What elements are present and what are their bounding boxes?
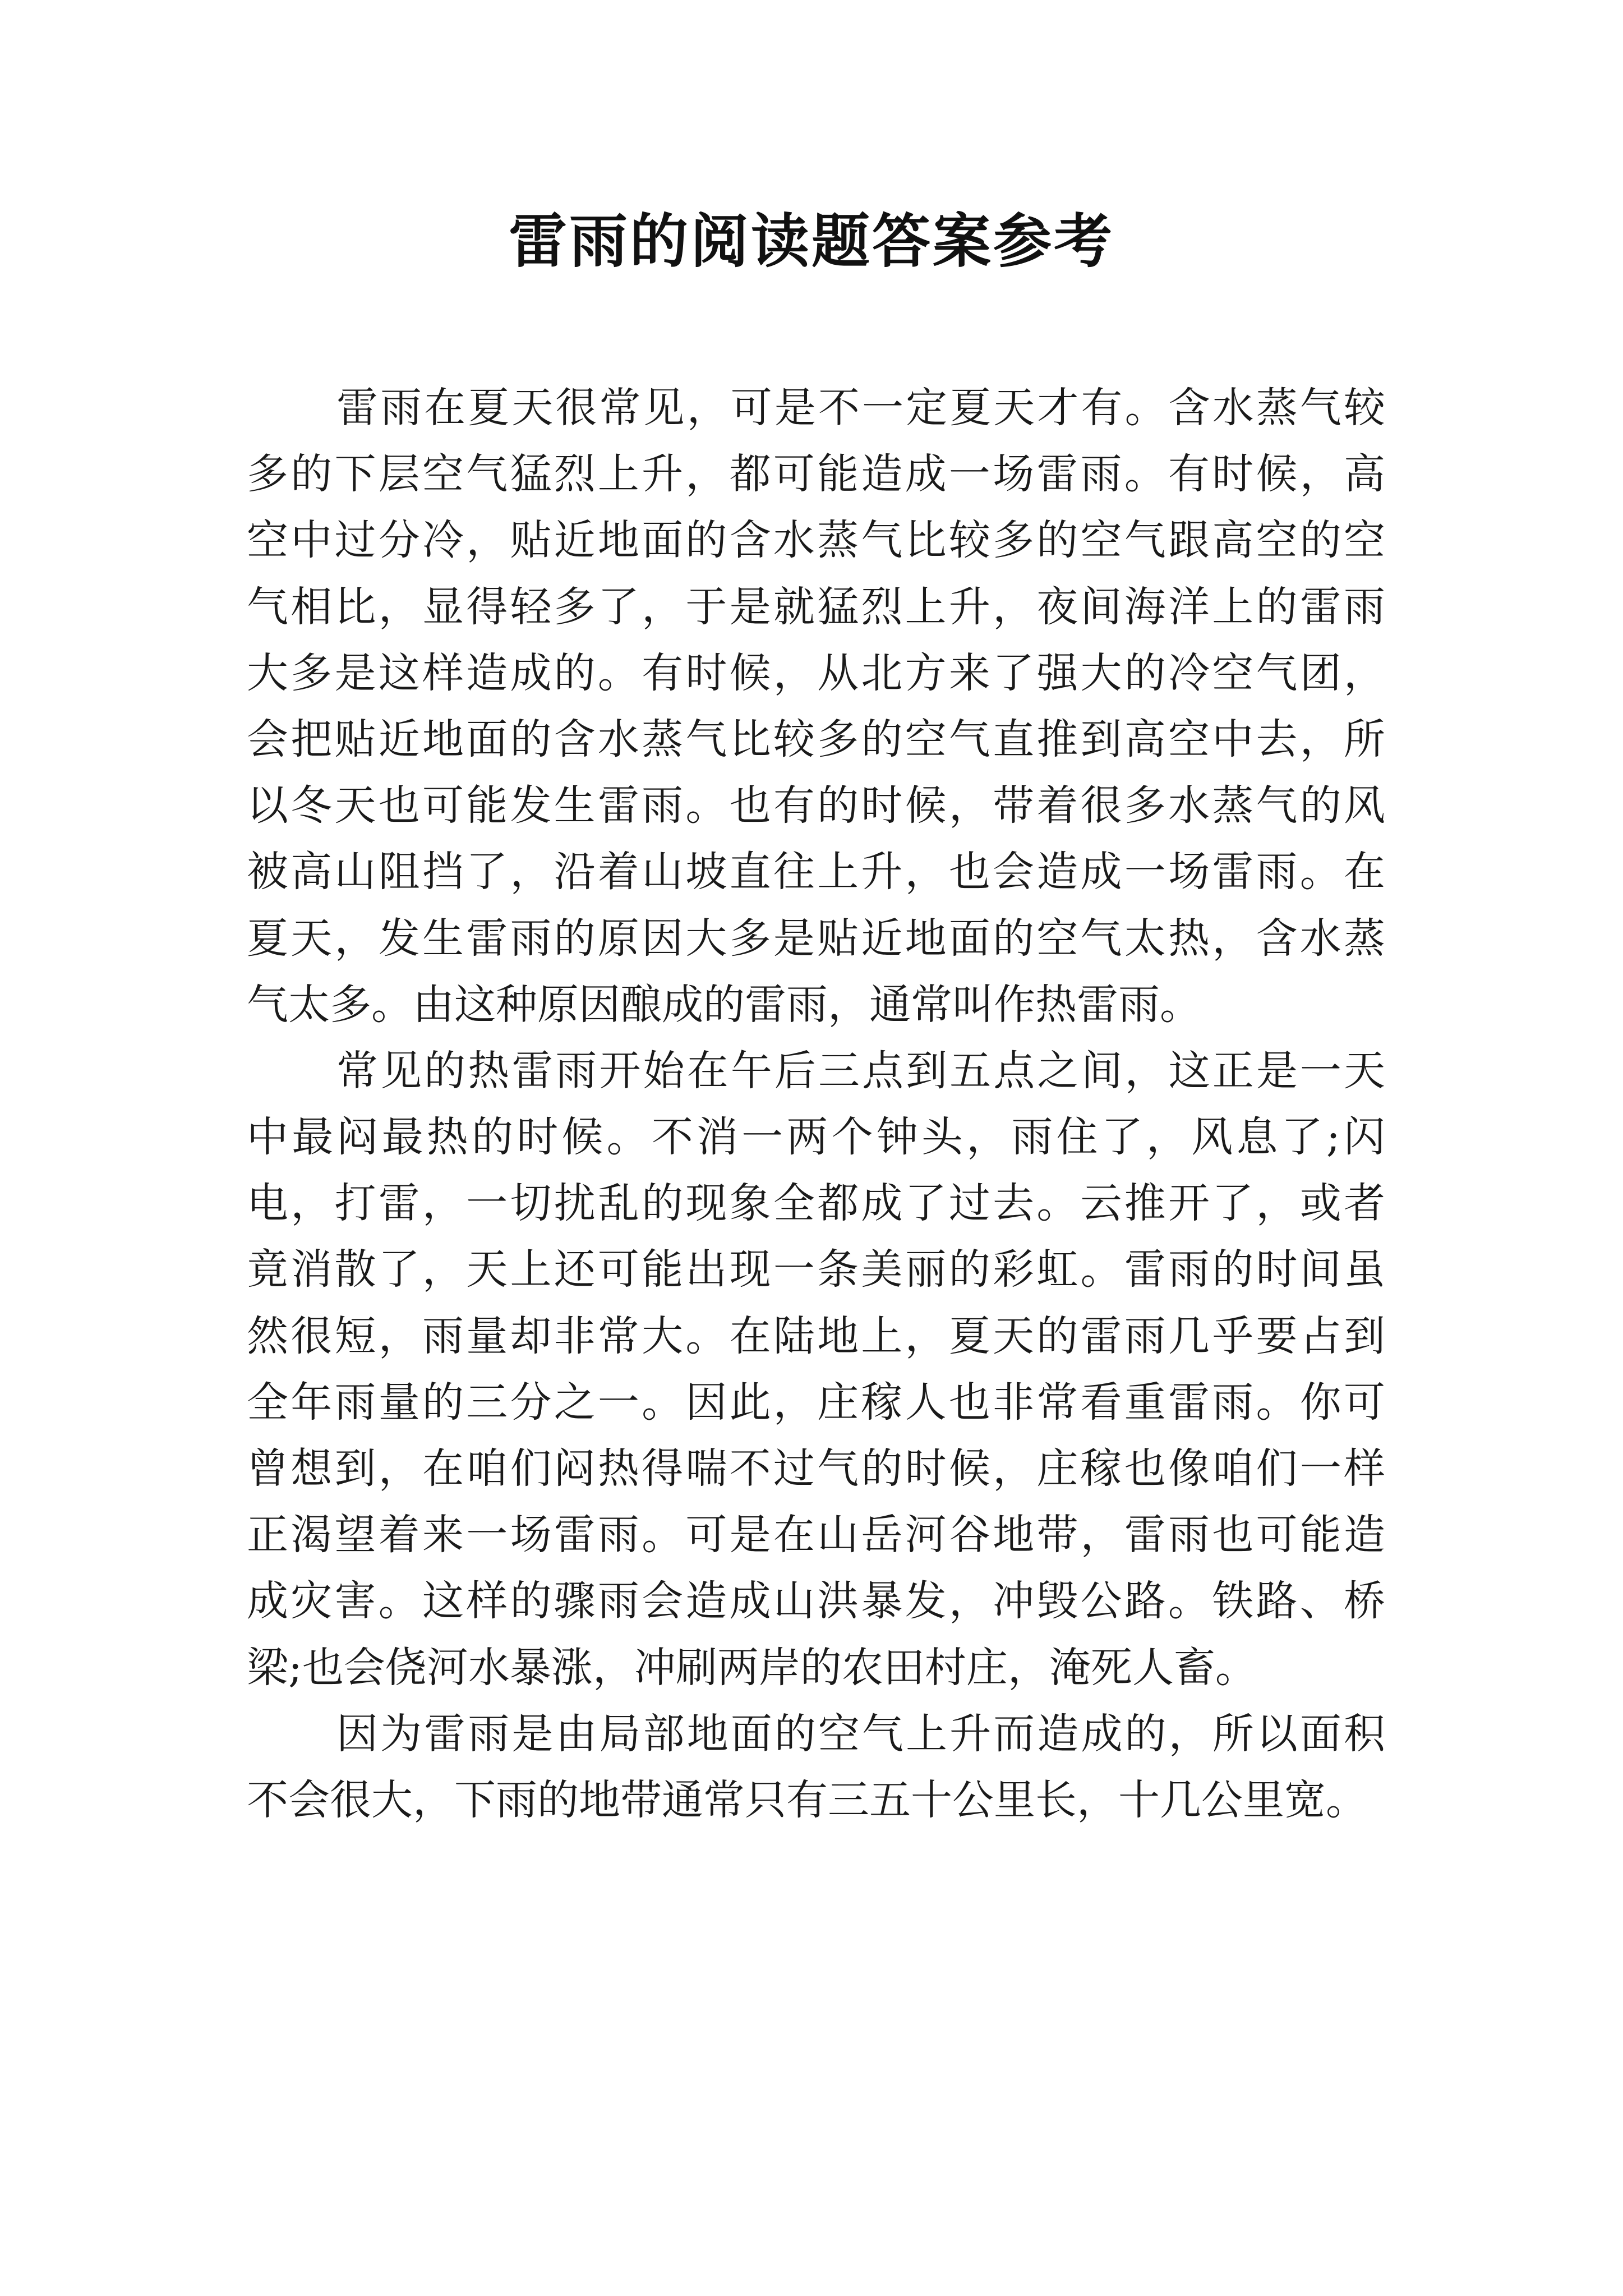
text-line: 气相比，显得轻多了，于是就猛烈上升，夜间海洋上的雷雨 bbox=[247, 582, 1385, 631]
text-line: 电，打雷，一切扰乱的现象全都成了过去。云推开了，或者 bbox=[247, 1179, 1385, 1228]
text-line: 曾想到，在咱们闷热得喘不过气的时候，庄稼也像咱们一样 bbox=[247, 1444, 1385, 1493]
text-line: 被高山阻挡了，沿着山坡直往上升，也会造成一场雷雨。在 bbox=[247, 848, 1385, 896]
text-line: 夏天，发生雷雨的原因大多是贴近地面的空气太热，含水蒸 bbox=[247, 914, 1385, 963]
text-line: 大多是这样造成的。有时候，从北方来了强大的冷空气团， bbox=[247, 648, 1385, 697]
text-line: 气太多。由这种原因酿成的雷雨，通常叫作热雷雨。 bbox=[247, 980, 1201, 1029]
text-line: 不会很大，下雨的地带通常只有三五十公里长，十几公里宽。 bbox=[247, 1775, 1367, 1824]
text-line: 然很短，雨量却非常大。在陆地上，夏天的雷雨几乎要占到 bbox=[247, 1312, 1385, 1360]
paragraph-2 bbox=[247, 1038, 1385, 1701]
text-line: 梁;也会侥河水暴涨，冲刷两岸的农田村庄，淹死人畜。 bbox=[247, 1643, 1257, 1692]
text-line: 成灾害。这样的骤雨会造成山洪暴发，冲毁公路。铁路、桥 bbox=[247, 1577, 1385, 1626]
text-line: 全年雨量的三分之一。因此，庄稼人也非常看重雷雨。你可 bbox=[247, 1378, 1385, 1427]
text-line: 空中过分冷，贴近地面的含水蒸气比较多的空气跟高空的空 bbox=[247, 516, 1385, 565]
document-title: 雷雨的阅读题答案参考 bbox=[508, 206, 1114, 275]
paragraph-3 bbox=[247, 1701, 1385, 1833]
text-line: 以冬天也可能发生雷雨。也有的时候，带着很多水蒸气的风 bbox=[247, 781, 1385, 830]
text-line: 会把贴近地面的含水蒸气比较多的空气直推到高空中去，所 bbox=[247, 715, 1385, 763]
text-line: 因为雷雨是由局部地面的空气上升而造成的，所以面积 bbox=[336, 1709, 1385, 1758]
text-line: 雷雨在夏天很常见，可是不一定夏天才有。含水蒸气较 bbox=[336, 384, 1385, 432]
text-line: 多的下层空气猛烈上升，都可能造成一场雷雨。有时候，高 bbox=[247, 450, 1385, 499]
text-line: 中最闷最热的时候。不消一两个钟头，雨住了，风息了;闪 bbox=[247, 1113, 1385, 1162]
text-line: 常见的热雷雨开始在午后三点到五点之间，这正是一天 bbox=[336, 1046, 1385, 1095]
text-line: 正渴望着来一场雷雨。可是在山岳河谷地带，雷雨也可能造 bbox=[247, 1511, 1385, 1559]
paragraph-1 bbox=[247, 375, 1385, 1038]
document-body bbox=[247, 375, 1385, 1833]
text-line: 竟消散了，天上还可能出现一条美丽的彩虹。雷雨的时间虽 bbox=[247, 1245, 1385, 1294]
